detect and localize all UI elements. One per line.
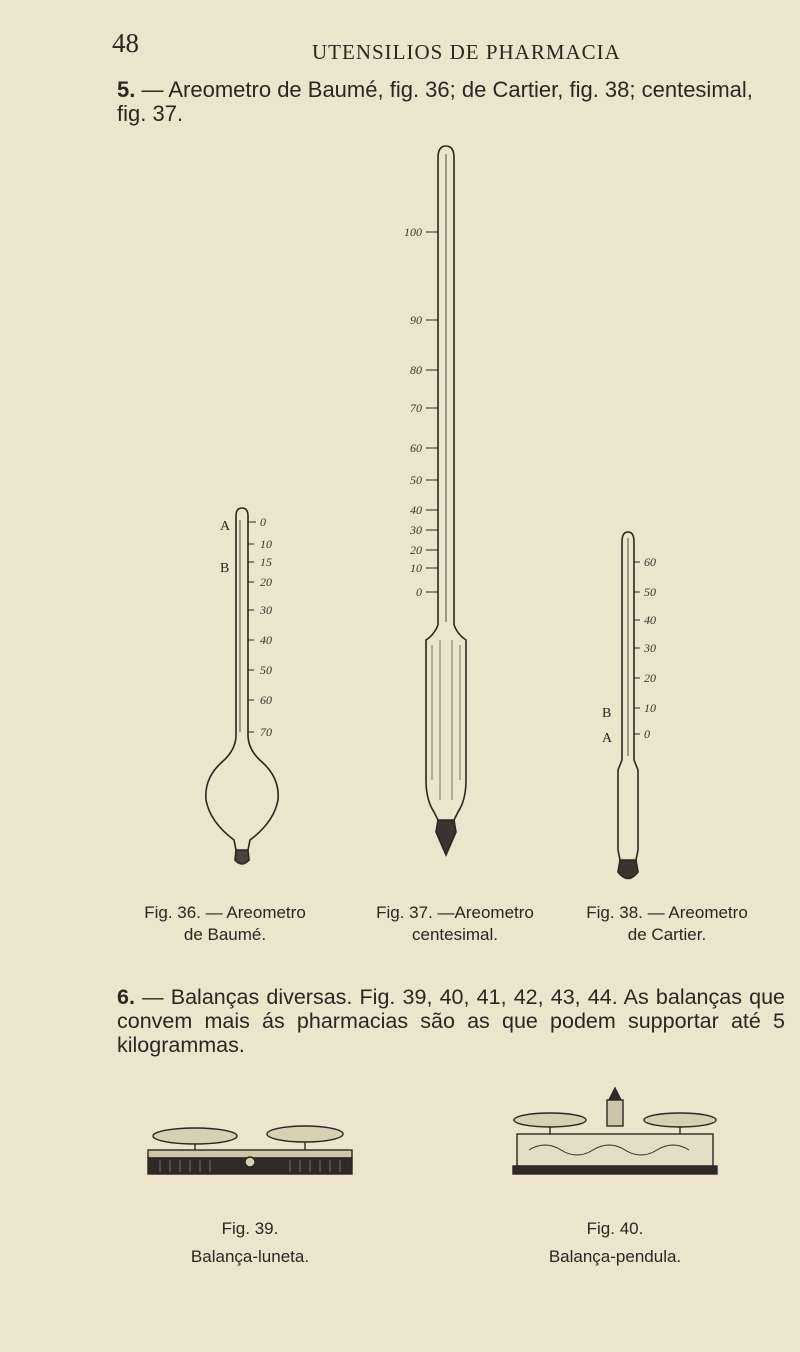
- item-5-text: — Areometro de Baumé, fig. 36; de Cartier, fig. 38; centesimal, fig. 37.: [117, 77, 753, 126]
- fig-37-scale-label: 80: [410, 363, 422, 377]
- fig-36-scale-label: 40: [260, 633, 272, 647]
- fig-37-scale-label: 50: [410, 473, 422, 487]
- fig-37-scale-label: 60: [410, 441, 422, 455]
- fig-38-marker-a: A: [602, 731, 613, 746]
- fig-36-baume-hydrometer: [190, 500, 340, 870]
- fig-36-marker-a: A: [220, 519, 231, 534]
- item-5-number: 5.: [117, 77, 136, 102]
- fig-38-caption-line1: Fig. 38. — Areometro: [586, 903, 748, 922]
- running-title: UTENSILIOS DE PHARMACIA: [312, 40, 621, 64]
- fig-37-caption-line2: centesimal.: [412, 925, 498, 944]
- fig-36-scale-label: 60: [260, 693, 272, 707]
- fig-37-scale-label: 0: [416, 585, 422, 599]
- fig-36-scale-label: 50: [260, 663, 272, 677]
- fig-37-caption: [340, 902, 570, 946]
- fig-38-marker-b: B: [602, 706, 612, 721]
- fig-38-scale-label: 10: [644, 701, 656, 715]
- fig-40-caption-line1: Fig. 40.: [586, 1219, 644, 1238]
- item-6-number: 6.: [117, 985, 135, 1009]
- fig-37-caption-line1: Fig. 37. —Areometro: [376, 903, 534, 922]
- item-6-paragraph: [117, 985, 785, 1057]
- item-6-text: — Balanças diversas. Fig. 39, 40, 41, 42, 43, 44. As balanças que convem mais ás pharmacias são as que podem supportar até 5 kilogrammas.: [117, 985, 785, 1057]
- item-5-paragraph: [117, 78, 777, 126]
- fig-36-scale-label: 70: [260, 725, 272, 739]
- fig-39-caption-line1: Fig. 39.: [221, 1219, 279, 1238]
- fig-36-scale-label: 15: [260, 555, 272, 569]
- fig-36-scale-label: 0: [260, 515, 266, 529]
- fig-37-scale-label: 10: [410, 561, 422, 575]
- fig-40-caption-line2: Balança-pendula.: [548, 1247, 682, 1266]
- fig-36-marker-b: B: [220, 561, 230, 576]
- fig-38-caption: [552, 902, 782, 946]
- fig-37-scale-label: 70: [410, 401, 422, 415]
- fig-40-balanca-pendula: [505, 1078, 725, 1188]
- fig-36-scale-label: 10: [260, 537, 272, 551]
- fig-36-caption-line2: de Baumé.: [183, 925, 267, 944]
- fig-38-scale-label: 20: [644, 671, 656, 685]
- fig-39-caption: [140, 1218, 360, 1268]
- fig-37-centesimal-hydrometer: [390, 140, 510, 870]
- fig-37-scale-label: 20: [410, 543, 422, 557]
- fig-38-scale-label: 30: [644, 641, 656, 655]
- fig-38-scale-label: 0: [644, 727, 650, 741]
- fig-36-scale-label: 20: [260, 575, 272, 589]
- fig-37-scale-label: 100: [404, 225, 422, 239]
- fig-40-caption: [500, 1218, 730, 1268]
- fig-38-caption-line2: de Cartier.: [627, 925, 707, 944]
- fig-37-scale-label: 40: [410, 503, 422, 517]
- fig-38-scale-label: 50: [644, 585, 656, 599]
- fig-38-scale-label: 60: [644, 555, 656, 569]
- fig-37-scale-label: 30: [410, 523, 422, 537]
- fig-38-scale-label: 40: [644, 613, 656, 627]
- fig-36-scale-label: 30: [260, 603, 272, 617]
- fig-39-balanca-luneta: [140, 1100, 360, 1190]
- page-number: 48: [112, 28, 139, 58]
- fig-36-caption-line1: Fig. 36. — Areometro: [144, 903, 306, 922]
- fig-36-caption: [110, 902, 340, 946]
- fig-38-cartier-hydrometer: [590, 520, 700, 890]
- fig-37-scale-label: 90: [410, 313, 422, 327]
- fig-39-caption-line2: Balança-luneta.: [190, 1247, 310, 1266]
